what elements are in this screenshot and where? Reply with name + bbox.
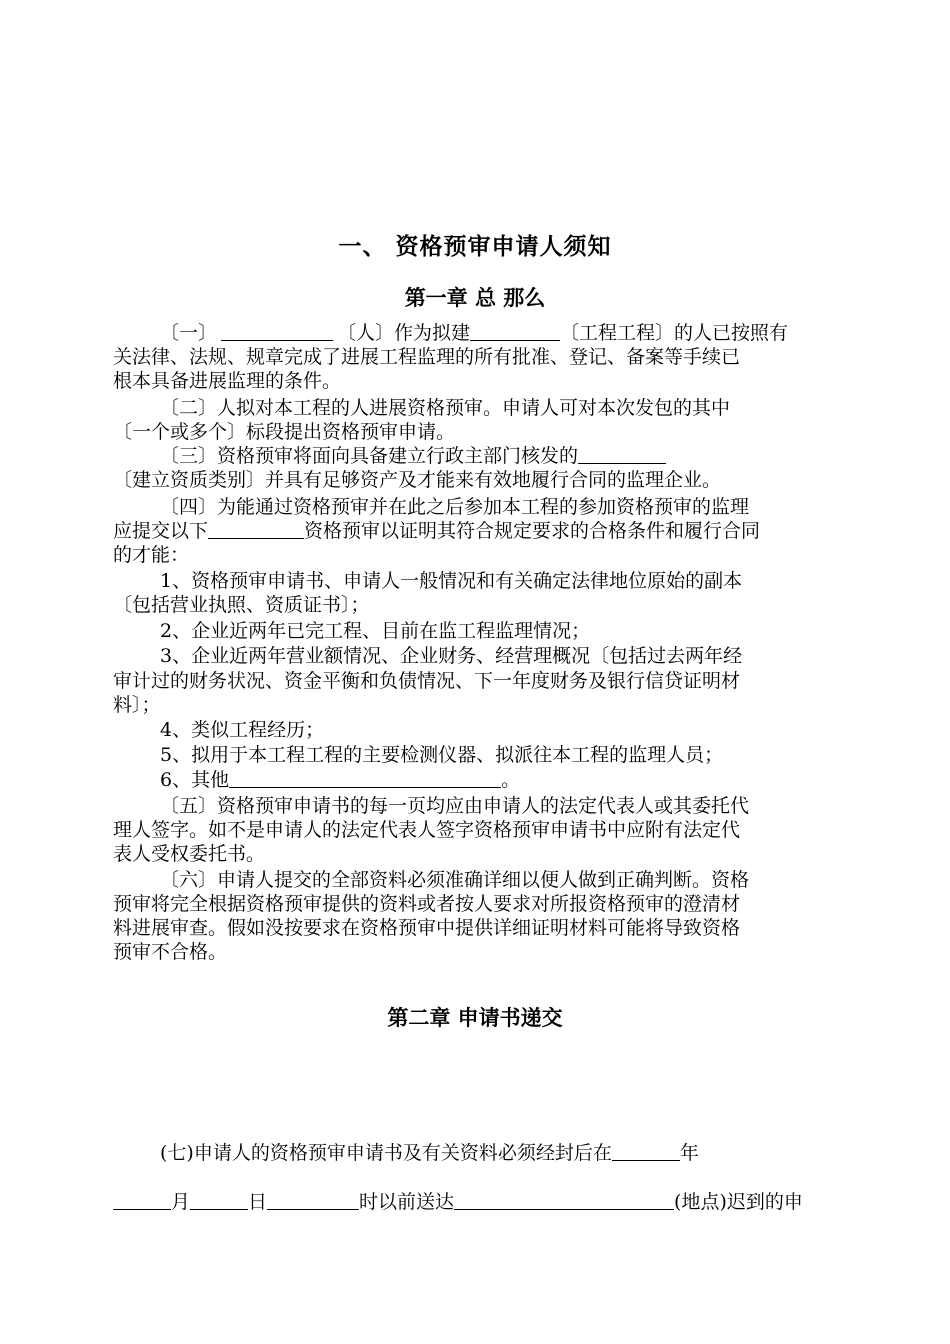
text-span: 〔三〕资格预审将面向具备建立行政主部门核发的 — [160, 445, 579, 467]
fill-blank — [221, 320, 333, 341]
text-span: 时以前送达 — [359, 1191, 455, 1213]
paragraph-line — [113, 518, 863, 544]
paragraph-line: 3、企业近两年营业额情况、企业财务、经营理概况〔包括过去两年经 — [160, 645, 743, 667]
paragraph-line: 预审不合格。 — [113, 941, 228, 963]
paragraph-line: 关法律、法规、规章完成了进展工程监理的所有批准、登记、备案等手续已 — [113, 346, 741, 368]
fill-blank — [454, 1189, 674, 1210]
paragraph-line: 审计过的财务状况、资金平衡和负债情况、下一年度财务及银行信贷证明材 — [113, 670, 741, 692]
paragraph-line — [160, 443, 863, 469]
paragraph-line: 理人签字。如不是申请人的法定代表人签字资格预审申请书中应附有法定代 — [113, 819, 741, 841]
paragraph-line: 5、拟用于本工程工程的主要检测仪器、拟派往本工程的监理人员； — [160, 744, 724, 766]
paragraph-line: 表人受权委托书。 — [113, 843, 266, 865]
paragraph-line: 料进展审查。假如没按要求在资格预审中提供详细证明材料可能将导致资格 — [113, 917, 741, 939]
fill-blank — [113, 1189, 171, 1210]
paragraph-line: 1、资格预审申请书、申请人一般情况和有关确定法律地位原始的副本 — [160, 570, 743, 592]
chapter-2-heading: 第二章 申请书递交 — [387, 1006, 563, 1030]
paragraph-line: 料〕； — [113, 694, 161, 716]
paragraph-line: 预审将完全根据资格预审提供的资料或者按人要求对所报资格预审的澄清材 — [113, 893, 741, 915]
paragraph-line: 根本具备进展监理的条件。 — [113, 370, 342, 392]
paragraph-line: 〔建立资质类别〕并具有足够资产及才能来有效地履行合同的监理企业。 — [113, 469, 722, 491]
fill-blank — [229, 767, 501, 788]
text-span: 〔人〕作为拟建 — [337, 322, 471, 344]
paragraph-line: 的才能： — [113, 544, 190, 566]
text-span: 月 — [171, 1191, 191, 1213]
text-span: (地点)迟到的申 — [674, 1191, 803, 1213]
paragraph-line — [160, 320, 863, 346]
paragraph-line: 〔包括营业执照、资质证书〕； — [113, 594, 370, 616]
fill-blank — [190, 1189, 248, 1210]
fill-blank — [267, 1189, 359, 1210]
fill-blank — [470, 320, 560, 341]
section-title: 一、 资格预审申请人须知 — [338, 234, 612, 260]
text-span: 〔一〕 — [160, 322, 218, 344]
paragraph-line: 〔一个或多个〕标段提出资格预审申请。 — [113, 421, 456, 443]
text-span: 6、其他 — [160, 769, 230, 791]
paragraph-line: 〔六〕申请人提交的全部资料必须准确详细以便人做到正确判断。资格 — [160, 869, 750, 891]
text-span: (七)申请人的资格预审申请书及有关资料必须经封后在 — [160, 1142, 612, 1164]
text-span: 应提交以下 — [113, 520, 209, 542]
text-span: 。 — [501, 769, 521, 791]
text-span: 年 — [679, 1142, 699, 1164]
fill-blank — [612, 1140, 680, 1161]
paragraph-line — [160, 1140, 863, 1166]
paragraph-line: 2、企业近两年已完工程、目前在监工程监理情况； — [160, 620, 591, 642]
fill-blank — [208, 518, 304, 539]
paragraph-line — [160, 767, 863, 793]
text-span: 资格预审以证明其符合规定要求的合格条件和履行合同 — [304, 520, 761, 542]
paragraph-line: 〔四〕为能通过资格预审并在此之后参加本工程的参加资格预审的监理 — [160, 496, 750, 518]
text-span: 日 — [248, 1191, 268, 1213]
paragraph-line — [113, 1189, 863, 1215]
paragraph-line: 4、类似工程经历； — [160, 719, 325, 741]
paragraph-line: 〔五〕资格预审申请书的每一页均应由申请人的法定代表人或其委托代 — [160, 795, 750, 817]
text-span: 〔工程工程〕的人已按照有 — [560, 322, 789, 344]
fill-blank — [578, 443, 666, 464]
paragraph-line: 〔二〕人拟对本工程的人进展资格预审。申请人可对本次发包的其中 — [160, 397, 731, 419]
chapter-1-heading: 第一章 总 那么 — [404, 286, 546, 310]
